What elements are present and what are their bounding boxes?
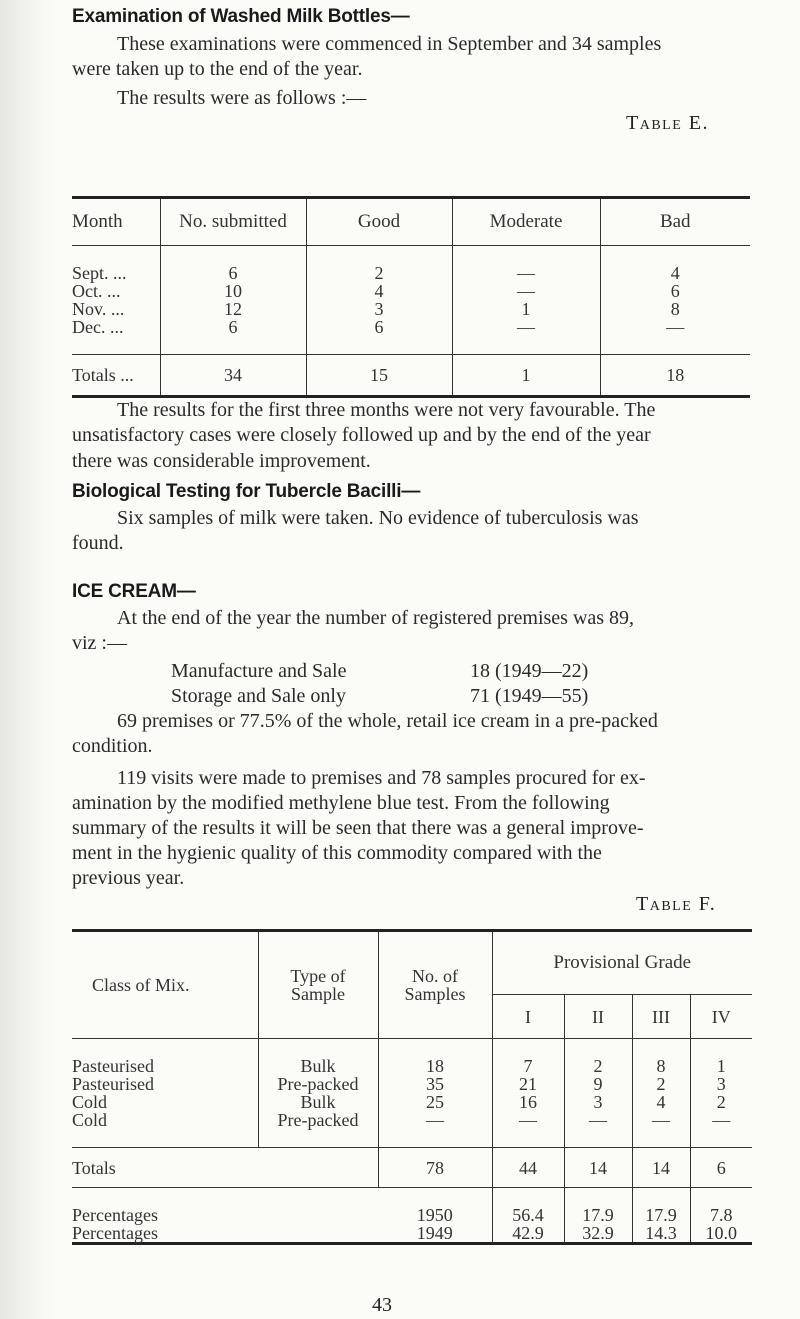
cell-class: Pasteurised [72,1056,154,1076]
paragraph-line: 119 visits were made to premises and 78 samples procured for ex- [117,767,646,789]
cell-samples: 35 [378,1075,492,1093]
list-item-label: Storage and Sale only [171,685,346,707]
header-moderate: Moderate [452,198,600,246]
header-samples-line2: Samples [404,984,466,1004]
page-number: 43 [372,1294,392,1316]
paragraph-line: condition. [72,735,153,757]
cell-grade-2: 9 [564,1075,632,1093]
header-submitted: No. submitted [160,198,306,246]
cell-class: Pasteurised [72,1074,154,1094]
table-e [72,196,750,416]
cell-samples: 25 [378,1093,492,1111]
list-item-value: 18 (1949—22) [470,660,589,682]
cell-good: 6 [306,318,452,336]
table-f-caption: Table F. [636,893,717,915]
cell-moderate: — [452,282,600,300]
paragraph-line: At the end of the year the number of registered premises was 89, [117,607,635,629]
cell-grade-1: 16 [492,1093,564,1111]
cell-grade-3: 4 [632,1093,690,1111]
cell-month: Oct. ... [72,281,121,301]
paragraph-line: were taken up to the end of the year. [72,58,363,80]
table-row [72,1111,752,1129]
cell-grade-4: 2 [690,1093,752,1111]
cell-grade-1: 7 [492,1057,564,1075]
cell-good: 2 [306,264,452,282]
cell-grade-3: 2 [632,1075,690,1093]
table-row [72,264,750,282]
cell-good: 3 [306,300,452,318]
paragraph-line: found. [72,532,124,554]
header-provisional-grade: Provisional Grade [492,931,752,995]
cell-bad: — [600,318,750,336]
cell-total-grade-4: 6 [690,1148,752,1188]
cell-bad: 4 [600,264,750,282]
cell-pct-grade-3: 14.3 [632,1224,690,1244]
cell-grade-2: 2 [564,1057,632,1075]
header-samples [378,931,492,1039]
table-row [72,282,750,300]
header-good: Good [306,198,452,246]
cell-pct-grade-1: 56.4 [492,1206,564,1224]
cell-moderate: — [452,264,600,282]
cell-grade-4: 1 [690,1057,752,1075]
cell-total-grade-3: 14 [632,1148,690,1188]
cell-month: Sept. ... [72,263,127,283]
table-header-row [72,931,752,995]
header-type [258,931,378,1039]
header-month: Month [72,211,123,232]
cell-grade-1: — [492,1111,564,1129]
cell-pct-grade-4: 10.0 [690,1224,752,1244]
cell-class: Cold [72,1110,108,1130]
cell-type: Bulk [258,1057,378,1075]
cell-type: Pre-packed [258,1111,378,1129]
header-grade-4: IV [690,995,752,1039]
paragraph-line: Six samples of milk were taken. No evidence of tuberculosis was [117,507,639,529]
cell-samples: — [378,1111,492,1129]
cell-month: Dec. ... [72,317,124,337]
cell-bad: 8 [600,300,750,318]
header-grade-2: II [564,995,632,1039]
cell-total-samples: 78 [378,1148,492,1188]
cell-grade-1: 21 [492,1075,564,1093]
table-e-caption: Table E. [626,112,709,134]
cell-pct-grade-1: 42.9 [492,1224,564,1244]
table-row [72,300,750,318]
paragraph-line: ment in the hygienic quality of this commodity compared with the [72,842,602,864]
paragraph-line: amination by the modified methylene blue test. From the following [72,792,610,814]
cell-grade-3: 8 [632,1057,690,1075]
cell-total-moderate: 1 [452,355,600,397]
cell-moderate: 1 [452,300,600,318]
cell-submitted: 12 [160,300,306,318]
page-edge-shadow [0,0,55,1319]
cell-total-grade-2: 14 [564,1148,632,1188]
cell-year: 1949 [416,1223,453,1243]
totals-row [72,1148,752,1188]
cell-total-bad: 18 [600,355,750,397]
paragraph-line: summary of the results it will be seen that there was a general improve- [72,817,644,839]
section-heading-tubercle: Biological Testing for Tubercle Bacilli— [72,481,421,502]
cell-percentages-label: Percentages [72,1223,158,1243]
header-type-line1: Type of [290,966,346,986]
cell-year: 1950 [416,1205,453,1225]
header-samples-line1: No. of [412,966,458,986]
section-heading-ice-cream: ICE CREAM— [72,581,196,602]
table-row [72,1075,752,1093]
cell-grade-4: — [690,1111,752,1129]
cell-type: Pre-packed [258,1075,378,1093]
section-heading-milk-bottles: Examination of Washed Milk Bottles— [72,6,410,27]
cell-moderate: — [452,318,600,336]
cell-bad: 6 [600,282,750,300]
cell-pct-grade-2: 32.9 [564,1224,632,1244]
cell-totals-label: Totals ... [72,365,134,385]
cell-good: 4 [306,282,452,300]
cell-month: Nov. ... [72,299,125,319]
cell-submitted: 10 [160,282,306,300]
cell-type: Bulk [258,1093,378,1111]
header-bad: Bad [600,198,750,246]
cell-total-submitted: 34 [160,355,306,397]
paragraph-line: The results for the first three months were not very favourable. The [117,399,656,421]
paragraph-line: unsatisfactory cases were closely followed up and by the end of the year [72,424,651,446]
table-header-row [72,198,750,246]
table-row [72,318,750,336]
table-f [72,929,752,1263]
paragraph-line: These examinations were commenced in September and 34 samples [117,33,662,55]
cell-class: Cold [72,1092,108,1112]
cell-total-grade-1: 44 [492,1148,564,1188]
cell-submitted: 6 [160,318,306,336]
cell-pct-grade-4: 7.8 [690,1206,752,1224]
cell-percentages-label: Percentages [72,1205,158,1225]
cell-totals-label: Totals [72,1157,116,1178]
cell-pct-grade-3: 17.9 [632,1206,690,1224]
cell-pct-grade-2: 17.9 [564,1206,632,1224]
paragraph-line: previous year. [72,867,185,889]
paragraph-line: 69 premises or 77.5% of the whole, retail ice cream in a pre-packed [117,710,658,732]
paragraph-line: The results were as follows :— [117,87,367,109]
list-item-label: Manufacture and Sale [171,660,347,682]
list-item-value: 71 (1949—55) [470,685,589,707]
totals-row [72,355,750,397]
cell-total-good: 15 [306,355,452,397]
header-class: Class of Mix. [92,975,190,995]
header-type-line2: Sample [291,984,345,1004]
table-row [72,1093,752,1111]
percentage-row [72,1224,752,1244]
paragraph-line: there was considerable improvement. [72,450,371,472]
table-row [72,1057,752,1075]
header-grade-3: III [632,995,690,1039]
cell-grade-2: — [564,1111,632,1129]
paragraph-line: viz :— [72,632,127,654]
cell-grade-4: 3 [690,1075,752,1093]
percentage-row [72,1206,752,1224]
cell-samples: 18 [378,1057,492,1075]
cell-submitted: 6 [160,264,306,282]
header-grade-1: I [492,995,564,1039]
cell-grade-2: 3 [564,1093,632,1111]
cell-grade-3: — [632,1111,690,1129]
